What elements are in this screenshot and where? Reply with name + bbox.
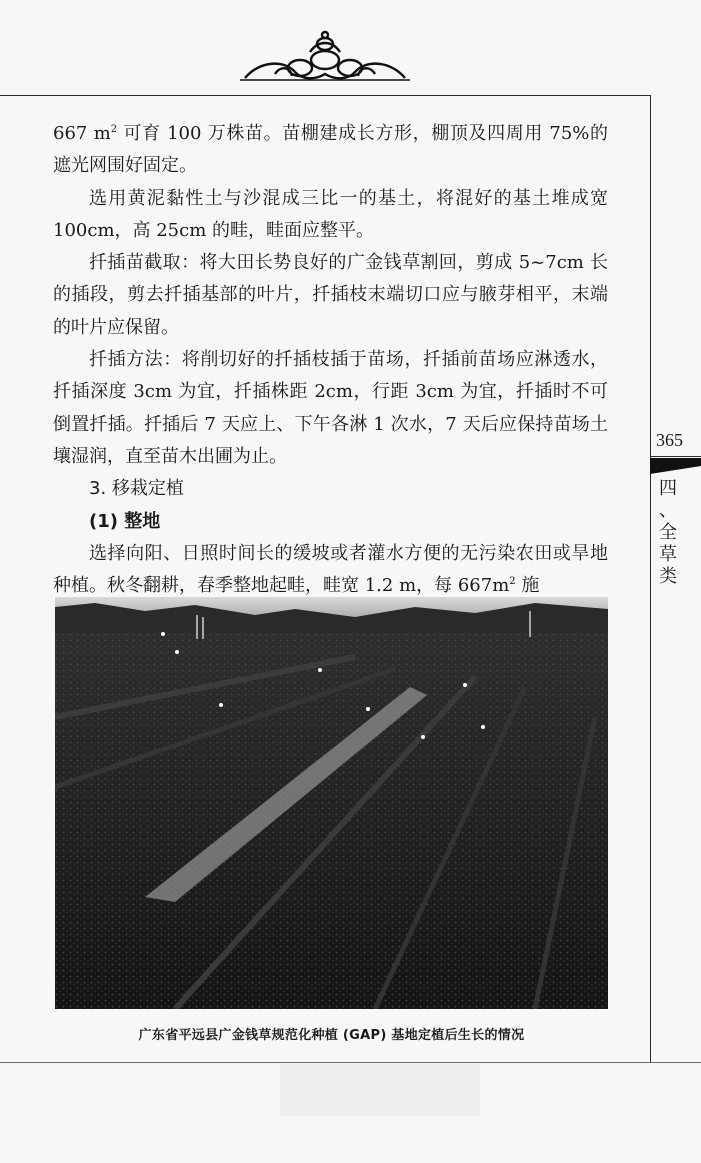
margin-rule [650, 95, 651, 1063]
paragraph: 扦插方法：将削切好的扦插枝插于苗场，扦插前苗场应淋透水，扦插深度 3cm 为宜，扦插株距 2cm，行距 3cm 为宜，扦插时不可倒置扦插。扦插后 7 天应上、下午各淋 1 次水，7 天后应保持苗场土壤湿润，直至苗木出圃为止。 [53, 349, 608, 467]
side-tab-char: 、 [659, 500, 677, 521]
footer-rule [0, 1062, 701, 1063]
subsection-heading: (1) 整地 [89, 510, 161, 532]
paragraph-text: 可育 100 万株苗。苗棚建成长方形，棚顶及四周用 75%的遮光网围好固定。 [53, 123, 608, 177]
chapter-side-tab [658, 478, 678, 588]
side-tab-char: 全 [659, 522, 677, 543]
photo-caption: 广东省平远县广金钱草规范化种植 (GAP) 基地定植后生长的情况 [138, 1028, 525, 1043]
superscript: 2 [110, 124, 118, 135]
page-number-rule [650, 456, 701, 457]
paragraph [53, 118, 608, 183]
side-tab-char: 草 [659, 544, 677, 565]
paragraph: 选用黄泥黏性土与沙混成三比一的基土，将混好的基土堆成宽 100cm，高 25cm 的畦，畦面应整平。 [53, 187, 608, 241]
paragraph [53, 538, 608, 603]
watermark [280, 1064, 480, 1116]
header-ornament [240, 30, 410, 90]
page-number: 365 [656, 430, 683, 450]
superscript: 2 [509, 576, 516, 588]
body-text [53, 118, 608, 602]
section-heading: 3. 移栽定植 [89, 478, 184, 500]
paragraph: 扦插苗截取：将大田长势良好的广金钱草割回，剪成 5~7cm 长的插段，剪去扦插基部的叶片，扦插枝末端切口应与腋芽相平，末端的叶片应保留。 [53, 252, 608, 338]
field-photo [55, 597, 608, 1009]
paragraph-text: 选择向阳、日照时间长的缓坡或者灌水方便的无污染农田或旱地种植。秋冬翻耕，春季整地起畦，畦宽 1.2 m，每 667m [53, 542, 608, 597]
paragraph-text: 667 m [53, 123, 111, 144]
side-tab-char: 四 [659, 478, 677, 499]
header-rule [0, 95, 650, 96]
side-tab-char: 类 [659, 566, 677, 587]
page-number-wedge [650, 458, 701, 474]
paragraph-text: 施 [515, 575, 540, 597]
